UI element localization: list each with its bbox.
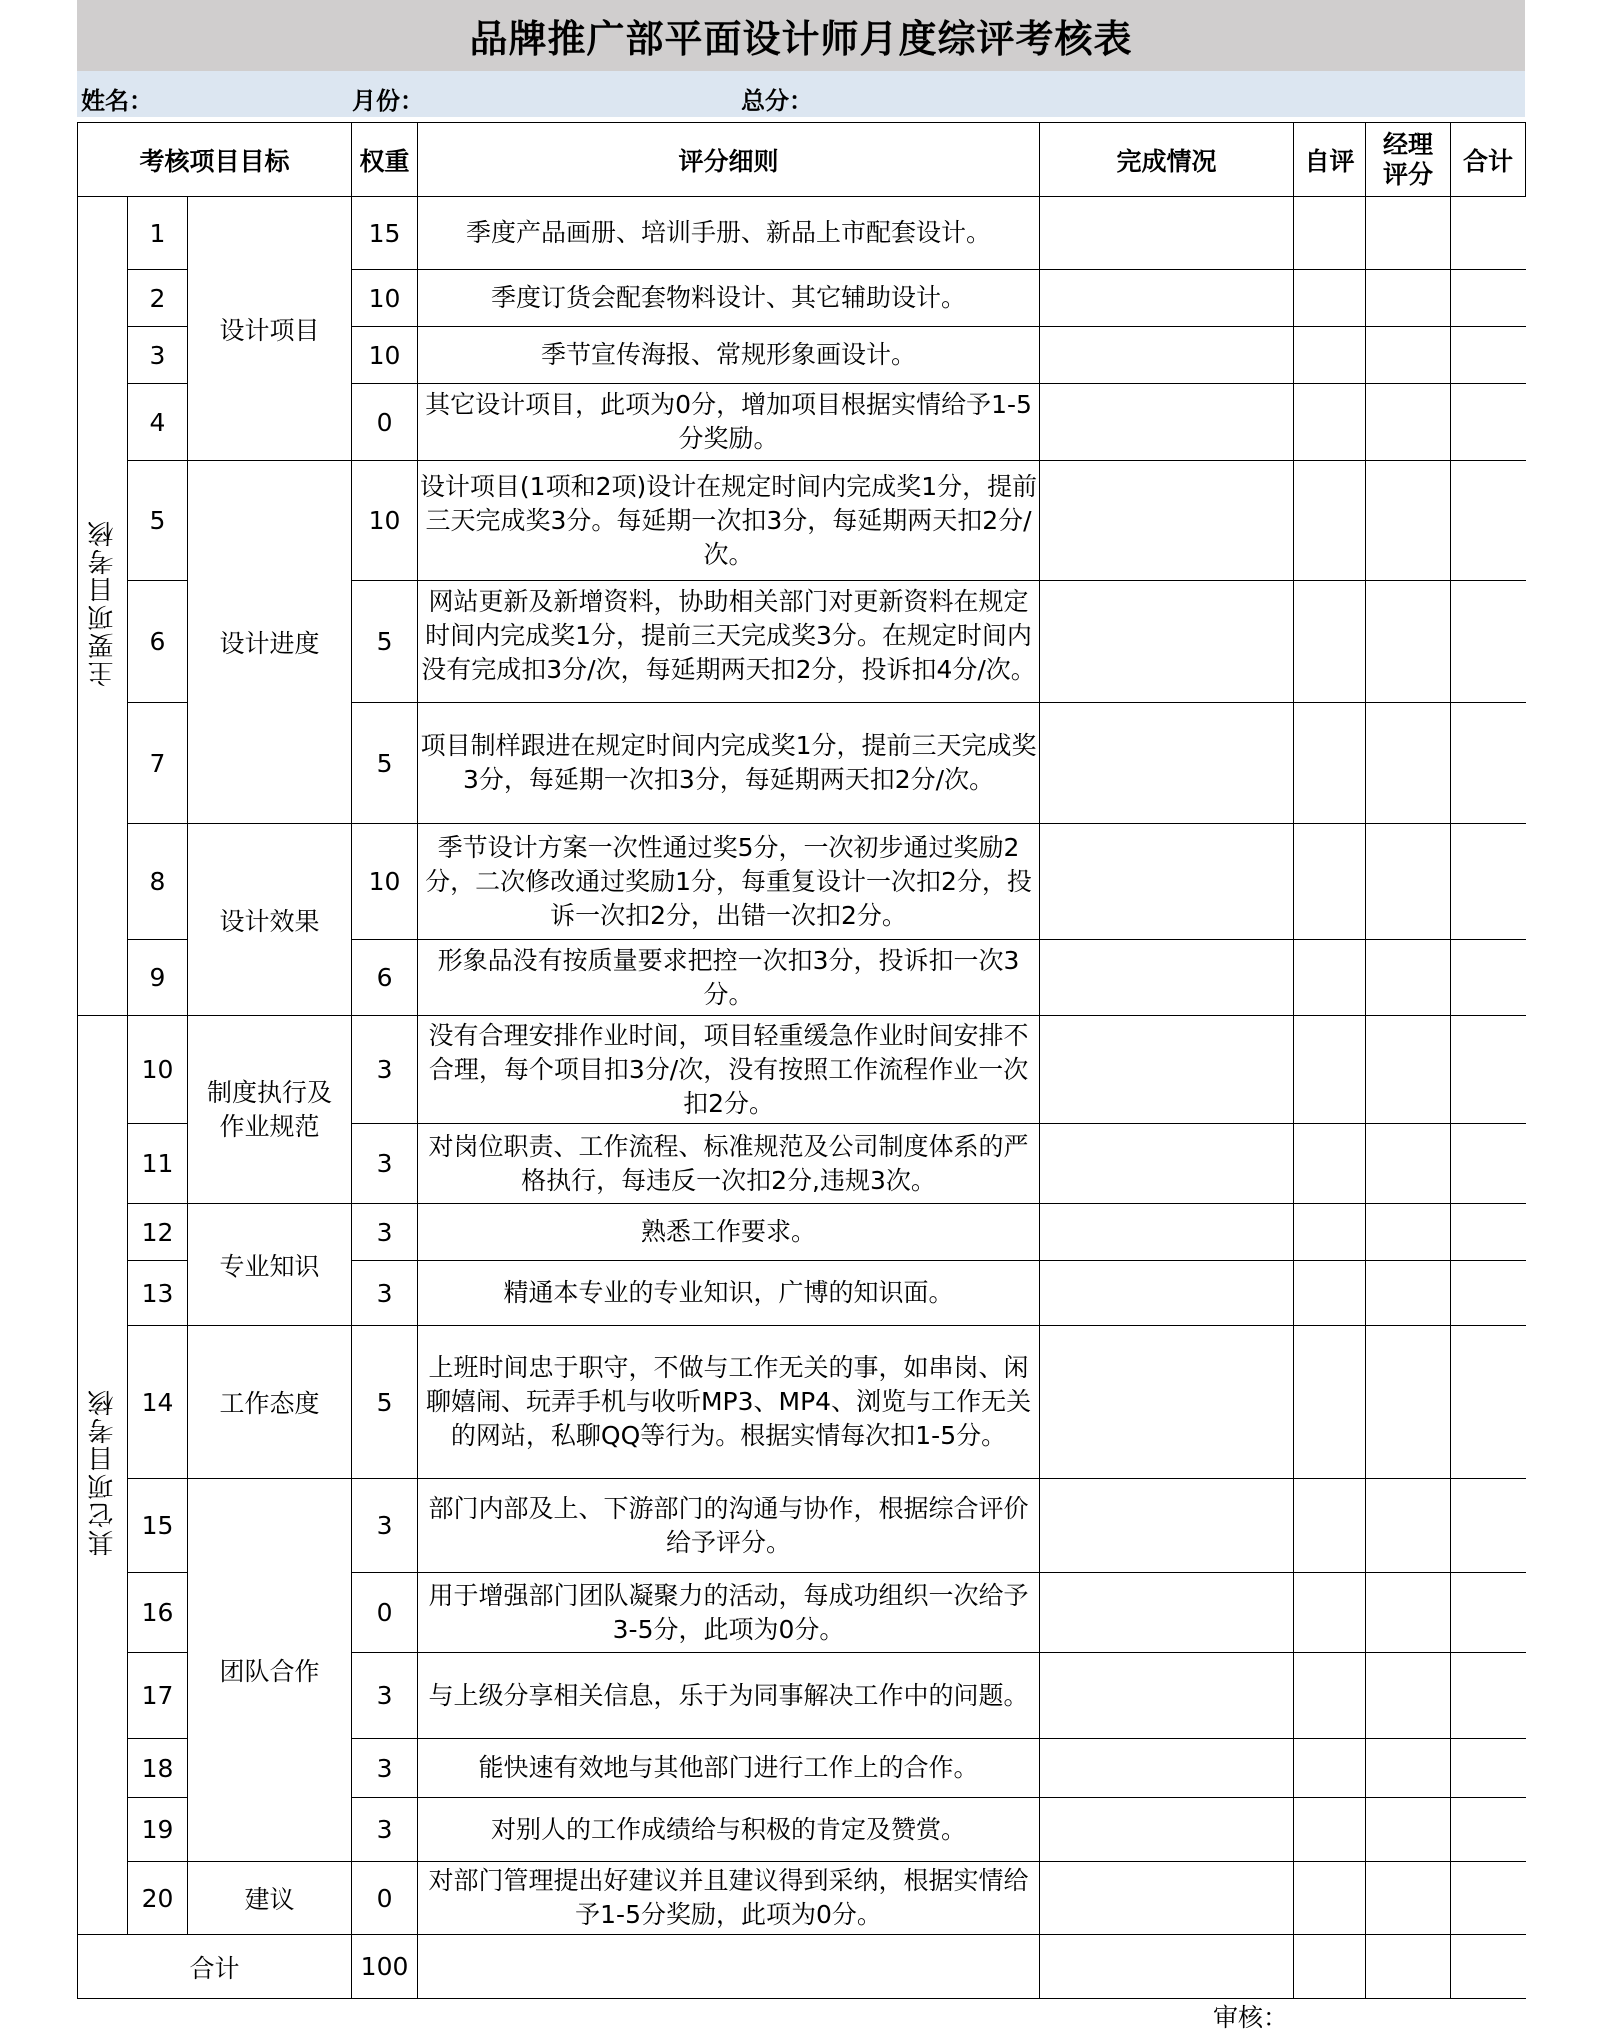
sum-cell[interactable] xyxy=(1451,461,1526,581)
row-no: 6 xyxy=(128,581,188,703)
self-score-cell[interactable] xyxy=(1294,327,1366,384)
completion-cell[interactable] xyxy=(1040,1261,1294,1326)
sum-cell[interactable] xyxy=(1451,1573,1526,1653)
sum-cell[interactable] xyxy=(1451,1739,1526,1798)
self-score-cell[interactable] xyxy=(1294,1479,1366,1573)
row-no: 12 xyxy=(128,1204,188,1261)
info-bar xyxy=(77,71,1525,117)
self-score-cell[interactable] xyxy=(1294,940,1366,1016)
row-weight: 3 xyxy=(352,1261,418,1326)
group-label: 设计项目 xyxy=(188,197,352,461)
row-no: 10 xyxy=(128,1016,188,1124)
self-score-cell[interactable] xyxy=(1294,824,1366,940)
sum-cell[interactable] xyxy=(1451,581,1526,703)
header-self: 自评 xyxy=(1294,123,1366,197)
completion-cell[interactable] xyxy=(1040,1653,1294,1739)
header-weight: 权重 xyxy=(352,123,418,197)
sum-cell[interactable] xyxy=(1451,1016,1526,1124)
row-detail: 能快速有效地与其他部门进行工作上的合作。 xyxy=(418,1739,1040,1798)
row-no: 13 xyxy=(128,1261,188,1326)
row-detail: 熟悉工作要求。 xyxy=(418,1204,1040,1261)
row-no: 19 xyxy=(128,1798,188,1862)
row-weight: 10 xyxy=(352,824,418,940)
table-row xyxy=(78,197,1526,270)
sum-cell[interactable] xyxy=(1451,940,1526,1016)
manager-score-cell[interactable] xyxy=(1366,1573,1451,1653)
group-label: 专业知识 xyxy=(188,1204,352,1326)
row-no: 9 xyxy=(128,940,188,1016)
row-detail: 季度产品画册、培训手册、新品上市配套设计。 xyxy=(418,197,1040,270)
row-detail: 设计项目(1项和2项)设计在规定时间内完成奖1分，提前三天完成奖3分。每延期一次扣3分，每延期两天扣2分/次。 xyxy=(418,461,1040,581)
manager-score-cell[interactable] xyxy=(1366,327,1451,384)
row-no: 5 xyxy=(128,461,188,581)
table-row xyxy=(78,1016,1526,1124)
self-score-cell[interactable] xyxy=(1294,1573,1366,1653)
self-score-cell[interactable] xyxy=(1294,703,1366,824)
row-weight: 0 xyxy=(352,1862,418,1935)
total-label: 合计 xyxy=(78,1935,352,1999)
table-row xyxy=(78,824,1526,940)
table-row xyxy=(78,1862,1526,1935)
header-target: 考核项目目标 xyxy=(78,123,352,197)
self-score-cell[interactable] xyxy=(1294,581,1366,703)
completion-cell[interactable] xyxy=(1040,940,1294,1016)
completion-cell[interactable] xyxy=(1040,1798,1294,1862)
completion-cell[interactable] xyxy=(1040,461,1294,581)
row-weight: 5 xyxy=(352,703,418,824)
row-detail: 对部门管理提出好建议并且建议得到采纳，根据实情给予1-5分奖励，此项为0分。 xyxy=(418,1862,1040,1935)
sum-cell[interactable] xyxy=(1451,1326,1526,1479)
manager-score-cell[interactable] xyxy=(1366,1479,1451,1573)
table-row xyxy=(78,1326,1526,1479)
sum-cell[interactable] xyxy=(1451,1798,1526,1862)
self-score-cell[interactable] xyxy=(1294,1935,1366,1999)
sum-cell[interactable] xyxy=(1451,384,1526,461)
completion-cell[interactable] xyxy=(1040,1479,1294,1573)
sum-cell[interactable] xyxy=(1451,703,1526,824)
manager-score-cell[interactable] xyxy=(1366,1798,1451,1862)
self-score-cell[interactable] xyxy=(1294,1261,1366,1326)
row-detail: 部门内部及上、下游部门的沟通与协作，根据综合评价给予评分。 xyxy=(418,1479,1040,1573)
row-no: 11 xyxy=(128,1124,188,1204)
self-score-cell[interactable] xyxy=(1294,461,1366,581)
self-score-cell[interactable] xyxy=(1294,384,1366,461)
manager-score-cell[interactable] xyxy=(1366,1653,1451,1739)
form-title: 品牌推广部平面设计师月度综评考核表 xyxy=(77,0,1525,71)
completion-cell[interactable] xyxy=(1040,270,1294,327)
reviewer-label: 审核： xyxy=(1213,2003,1289,2032)
table-row xyxy=(78,461,1526,581)
self-score-cell[interactable] xyxy=(1294,197,1366,270)
total-row xyxy=(78,1935,1526,1999)
completion-cell[interactable] xyxy=(1040,1573,1294,1653)
row-no: 1 xyxy=(128,197,188,270)
row-weight: 0 xyxy=(352,384,418,461)
header-sum: 合计 xyxy=(1451,123,1526,197)
manager-score-cell[interactable] xyxy=(1366,1326,1451,1479)
completion-cell[interactable] xyxy=(1040,1739,1294,1798)
self-score-cell[interactable] xyxy=(1294,1798,1366,1862)
manager-score-cell[interactable] xyxy=(1366,461,1451,581)
row-weight: 10 xyxy=(352,461,418,581)
row-weight: 3 xyxy=(352,1016,418,1124)
total-detail-cell xyxy=(418,1935,1040,1999)
row-detail: 网站更新及新增资料，协助相关部门对更新资料在规定时间内完成奖1分，提前三天完成奖3分。在规定时间内没有完成扣3分/次，每延期两天扣2分，投诉扣4分/次。 xyxy=(418,581,1040,703)
completion-cell[interactable] xyxy=(1040,327,1294,384)
row-no: 2 xyxy=(128,270,188,327)
header-manager: 经理评分 xyxy=(1366,123,1451,197)
table-row xyxy=(78,1204,1526,1261)
completion-cell[interactable] xyxy=(1040,1862,1294,1935)
row-no: 8 xyxy=(128,824,188,940)
row-detail: 与上级分享相关信息，乐于为同事解决工作中的问题。 xyxy=(418,1653,1040,1739)
completion-cell[interactable] xyxy=(1040,1935,1294,1999)
table-row xyxy=(78,1479,1526,1573)
row-weight: 3 xyxy=(352,1739,418,1798)
header-completion: 完成情况 xyxy=(1040,123,1294,197)
completion-cell[interactable] xyxy=(1040,384,1294,461)
self-score-cell[interactable] xyxy=(1294,1204,1366,1261)
manager-score-cell[interactable] xyxy=(1366,703,1451,824)
total-score-label: 总分： xyxy=(741,87,813,115)
row-weight: 10 xyxy=(352,270,418,327)
sum-cell[interactable] xyxy=(1451,824,1526,940)
row-weight: 3 xyxy=(352,1124,418,1204)
row-weight: 3 xyxy=(352,1653,418,1739)
row-no: 18 xyxy=(128,1739,188,1798)
row-weight: 3 xyxy=(352,1479,418,1573)
group-label: 设计效果 xyxy=(188,824,352,1016)
group-label: 制度执行及作业规范 xyxy=(188,1016,352,1204)
completion-cell[interactable] xyxy=(1040,1204,1294,1261)
row-detail: 上班时间忠于职守，不做与工作无关的事，如串岗、闲聊嬉闹、玩弄手机与收听MP3、MP4、浏览与工作无关的网站，私聊QQ等行为。根据实情每次扣1-5分。 xyxy=(418,1326,1040,1479)
row-no: 14 xyxy=(128,1326,188,1479)
sum-cell[interactable] xyxy=(1451,1124,1526,1204)
self-score-cell[interactable] xyxy=(1294,1862,1366,1935)
row-detail: 季节设计方案一次性通过奖5分，一次初步通过奖励2分，二次修改通过奖励1分，每重复设计一次扣2分，投诉一次扣2分，出错一次扣2分。 xyxy=(418,824,1040,940)
group-label: 团队合作 xyxy=(188,1479,352,1862)
row-detail: 项目制样跟进在规定时间内完成奖1分，提前三天完成奖3分，每延期一次扣3分，每延期两天扣2分/次。 xyxy=(418,703,1040,824)
header-row xyxy=(78,123,1526,197)
group-label: 工作态度 xyxy=(188,1326,352,1479)
manager-score-cell[interactable] xyxy=(1366,940,1451,1016)
manager-score-cell[interactable] xyxy=(1366,1935,1451,1999)
manager-score-cell[interactable] xyxy=(1366,1016,1451,1124)
manager-score-cell[interactable] xyxy=(1366,824,1451,940)
row-detail: 精通本专业的专业知识，广博的知识面。 xyxy=(418,1261,1040,1326)
sum-cell[interactable] xyxy=(1451,1862,1526,1935)
row-weight: 15 xyxy=(352,197,418,270)
total-weight: 100 xyxy=(352,1935,418,1999)
manager-score-cell[interactable] xyxy=(1366,1261,1451,1326)
completion-cell[interactable] xyxy=(1040,581,1294,703)
self-score-cell[interactable] xyxy=(1294,1124,1366,1204)
manager-score-cell[interactable] xyxy=(1366,1862,1451,1935)
self-score-cell[interactable] xyxy=(1294,1739,1366,1798)
sum-cell[interactable] xyxy=(1451,1261,1526,1326)
row-no: 4 xyxy=(128,384,188,461)
self-score-cell[interactable] xyxy=(1294,270,1366,327)
row-no: 3 xyxy=(128,327,188,384)
row-no: 17 xyxy=(128,1653,188,1739)
row-weight: 10 xyxy=(352,327,418,384)
sum-cell[interactable] xyxy=(1451,1479,1526,1573)
row-detail: 没有合理安排作业时间，项目轻重缓急作业时间安排不合理，每个项目扣3分/次，没有按照工作流程作业一次扣2分。 xyxy=(418,1016,1040,1124)
completion-cell[interactable] xyxy=(1040,703,1294,824)
manager-score-cell[interactable] xyxy=(1366,384,1451,461)
manager-score-cell[interactable] xyxy=(1366,197,1451,270)
row-no: 20 xyxy=(128,1862,188,1935)
sum-cell[interactable] xyxy=(1451,197,1526,270)
row-weight: 5 xyxy=(352,1326,418,1479)
row-weight: 3 xyxy=(352,1204,418,1261)
row-weight: 5 xyxy=(352,581,418,703)
row-no: 7 xyxy=(128,703,188,824)
self-score-cell[interactable] xyxy=(1294,1326,1366,1479)
completion-cell[interactable] xyxy=(1040,1326,1294,1479)
row-no: 15 xyxy=(128,1479,188,1573)
manager-score-cell[interactable] xyxy=(1366,1124,1451,1204)
manager-score-cell[interactable] xyxy=(1366,1204,1451,1261)
group-label: 设计进度 xyxy=(188,461,352,824)
row-detail: 用于增强部门团队凝聚力的活动，每成功组织一次给予3-5分，此项为0分。 xyxy=(418,1573,1040,1653)
sum-cell[interactable] xyxy=(1451,327,1526,384)
section-main: 主要项目考核 xyxy=(78,197,128,1016)
row-no: 16 xyxy=(128,1573,188,1653)
section-other: 其它项目考核 xyxy=(78,1016,128,1935)
sum-cell[interactable] xyxy=(1451,1204,1526,1261)
completion-cell[interactable] xyxy=(1040,197,1294,270)
sum-cell[interactable] xyxy=(1451,1653,1526,1739)
row-detail: 季度订货会配套物料设计、其它辅助设计。 xyxy=(418,270,1040,327)
row-detail: 季节宣传海报、常规形象画设计。 xyxy=(418,327,1040,384)
row-detail: 形象品没有按质量要求把控一次扣3分，投诉扣一次3分。 xyxy=(418,940,1040,1016)
sum-cell[interactable] xyxy=(1451,270,1526,327)
manager-score-cell[interactable] xyxy=(1366,581,1451,703)
manager-score-cell[interactable] xyxy=(1366,270,1451,327)
month-label: 月份： xyxy=(352,87,424,115)
name-label: 姓名： xyxy=(81,87,153,115)
completion-cell[interactable] xyxy=(1040,1124,1294,1204)
completion-cell[interactable] xyxy=(1040,1016,1294,1124)
row-weight: 0 xyxy=(352,1573,418,1653)
sum-cell[interactable] xyxy=(1451,1935,1526,1999)
assessment-table xyxy=(77,122,1526,1999)
manager-score-cell[interactable] xyxy=(1366,1739,1451,1798)
group-label: 建议 xyxy=(188,1862,352,1935)
header-detail: 评分细则 xyxy=(418,123,1040,197)
completion-cell[interactable] xyxy=(1040,824,1294,940)
self-score-cell[interactable] xyxy=(1294,1016,1366,1124)
row-weight: 6 xyxy=(352,940,418,1016)
self-score-cell[interactable] xyxy=(1294,1653,1366,1739)
row-detail: 其它设计项目，此项为0分，增加项目根据实情给予1-5分奖励。 xyxy=(418,384,1040,461)
row-detail: 对岗位职责、工作流程、标准规范及公司制度体系的严格执行，每违反一次扣2分,违规3次。 xyxy=(418,1124,1040,1204)
row-weight: 3 xyxy=(352,1798,418,1862)
row-detail: 对别人的工作成绩给与积极的肯定及赞赏。 xyxy=(418,1798,1040,1862)
